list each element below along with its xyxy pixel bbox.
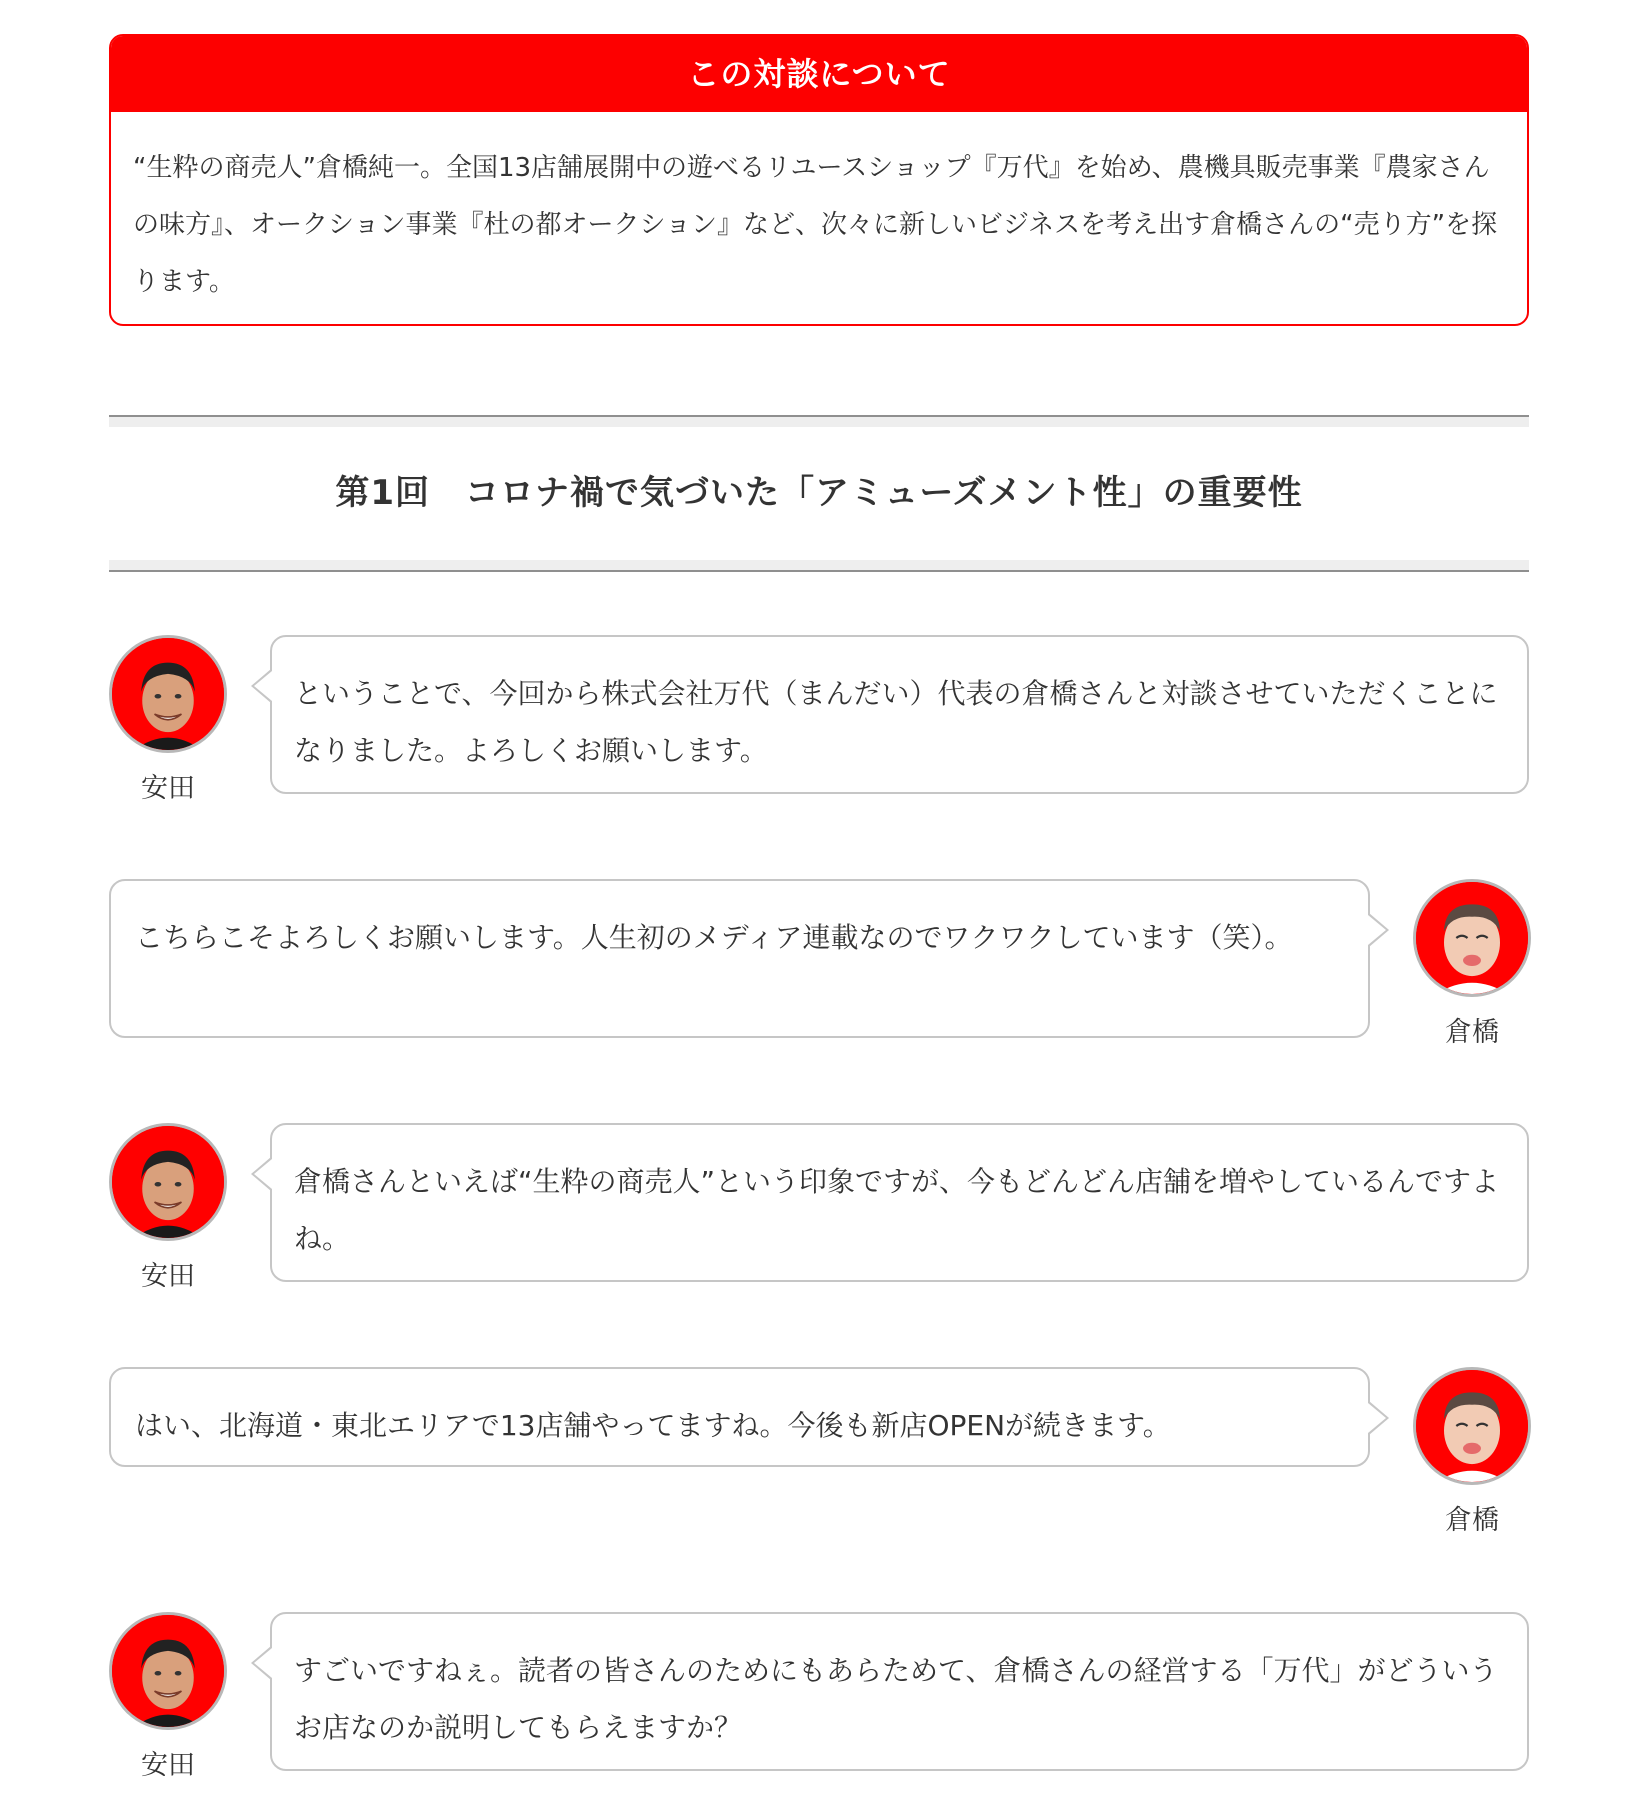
message-bubble: すごいですねぇ。読者の皆さんのためにもあらためて、倉橋さんの経営する「万代」がどういうお店なのか説明してもらえますか？ bbox=[270, 1612, 1529, 1771]
kurahashi-avatar bbox=[1413, 879, 1531, 997]
message-bubble: ということで、今回から株式会社万代（まんだい）代表の倉橋さんと対談させていただくことになりました。よろしくお願いします。 bbox=[270, 635, 1529, 794]
kurahashi-avatar bbox=[1413, 1367, 1531, 1485]
yasuda-face-icon bbox=[112, 1126, 224, 1238]
yasuda-face-icon bbox=[112, 1615, 224, 1727]
kurahashi-face-icon bbox=[1416, 1370, 1528, 1482]
section-rule-bottom bbox=[109, 560, 1529, 572]
yasuda-avatar bbox=[109, 1123, 227, 1241]
section-rule-top bbox=[109, 415, 1529, 427]
message-bubble: はい、北海道・東北エリアで13店舗やってますね。今後も新店OPENが続きます。 bbox=[109, 1367, 1370, 1467]
speaker-name: 安田 bbox=[141, 1261, 195, 1292]
speaker-name: 安田 bbox=[141, 1750, 195, 1781]
yasuda-face-icon bbox=[112, 638, 224, 750]
about-box bbox=[109, 34, 1529, 326]
yasuda-avatar bbox=[109, 1612, 227, 1730]
message-bubble: こちらこそよろしくお願いします。人生初のメディア連載なのでワクワクしています（笑）。 bbox=[109, 879, 1370, 1038]
yasuda-avatar bbox=[109, 635, 227, 753]
speaker-name: 倉橋 bbox=[1445, 1505, 1499, 1536]
kurahashi-face-icon bbox=[1416, 882, 1528, 994]
section-title: 第1回 コロナ禍で気づいた「アミューズメント性」の重要性 bbox=[335, 473, 1303, 513]
about-body: “生粋の商売人”倉橋純一。全国13店舗展開中の遊べるリユースショップ『万代』を始め、農機具販売事業『農家さんの味方』、オークション事業『杜の都オークション』など、次々に新しいビジネスを考え出す倉橋さんの“売り方”を探ります。 bbox=[133, 153, 1498, 297]
speaker-name: 安田 bbox=[141, 773, 195, 804]
speaker-name: 倉橋 bbox=[1445, 1017, 1499, 1048]
message-bubble: 倉橋さんといえば“生粋の商売人”という印象ですが、今もどんどん店舗を増やしているんですよね。 bbox=[270, 1123, 1529, 1282]
about-title: この対談について bbox=[111, 36, 1527, 112]
